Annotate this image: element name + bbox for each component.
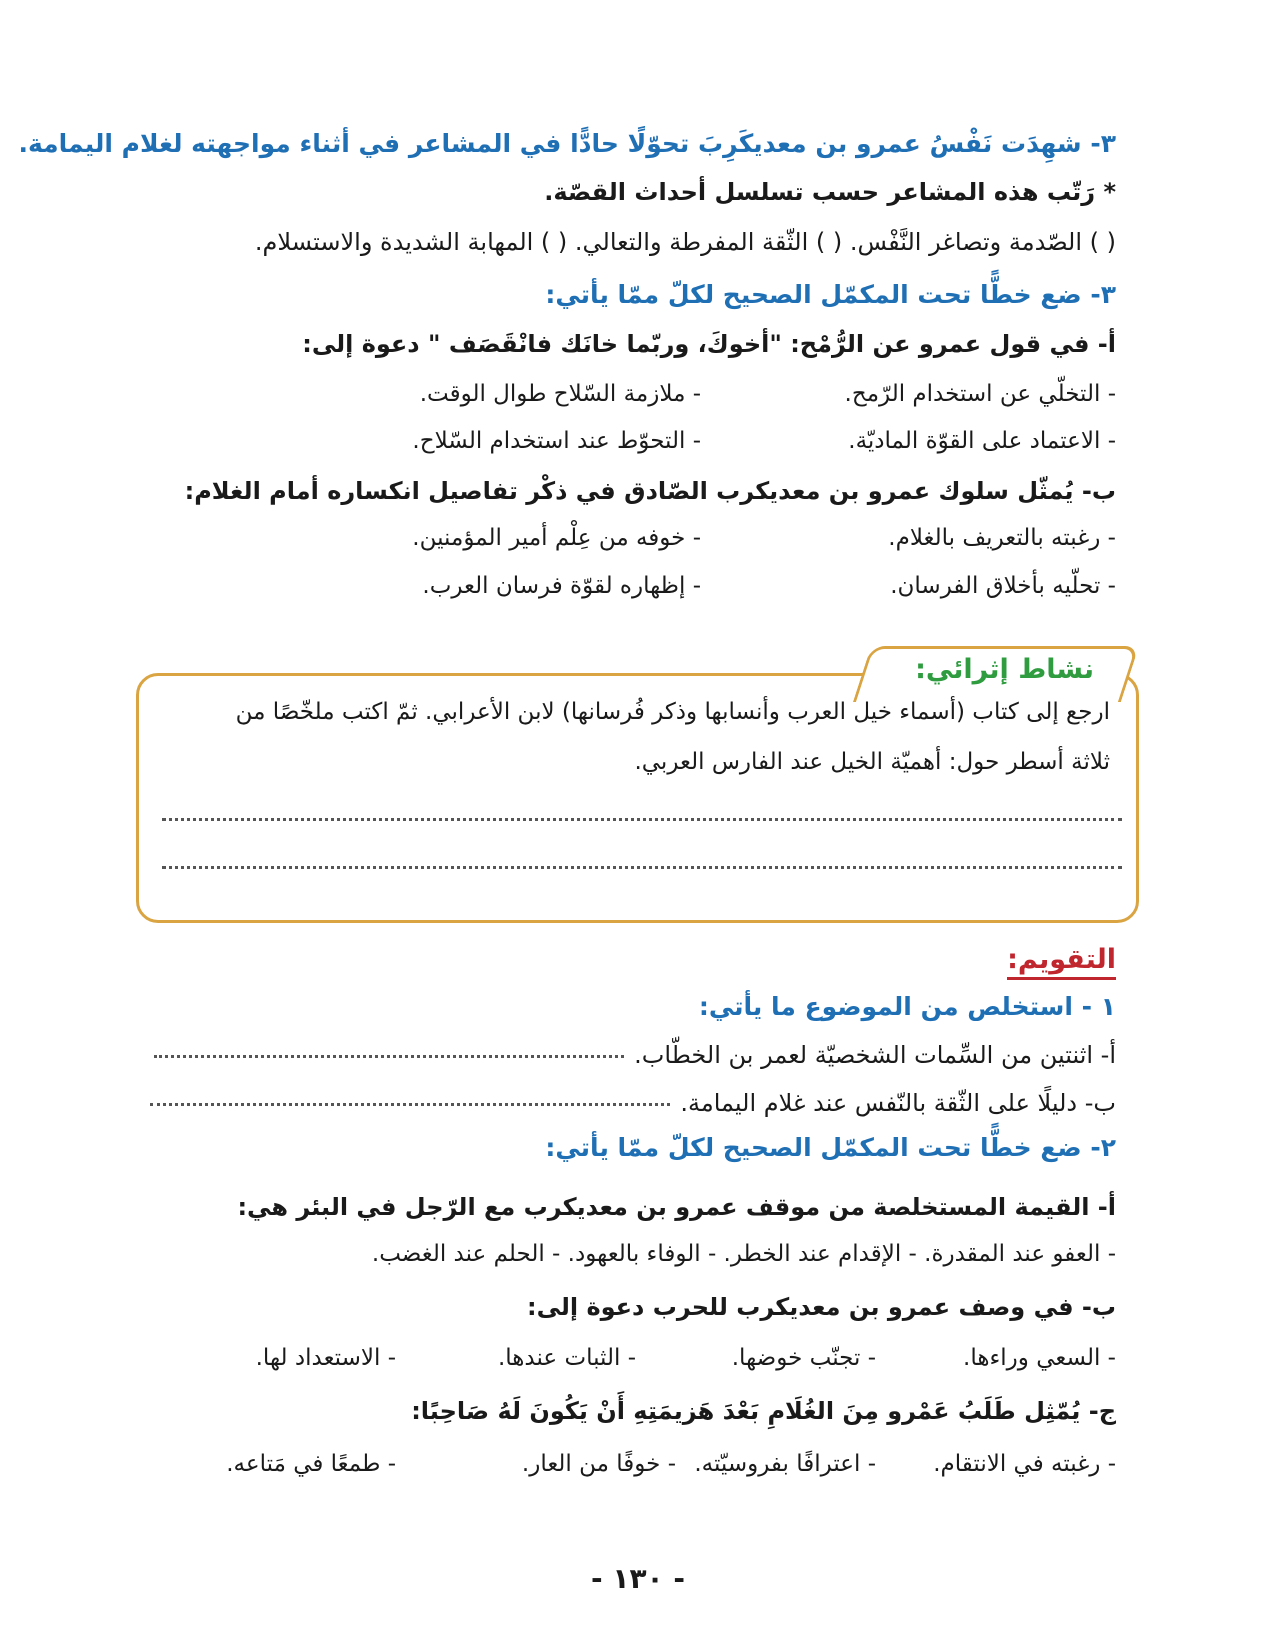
question-3b-title: ٣- ضع خطًّا تحت المكمّل الصحيح لكلّ ممّا يأتي: <box>545 280 1116 309</box>
option: - طمعًا في مَتاعه. <box>226 1451 396 1477</box>
option: - التخلّي عن استخدام الرّمح. <box>844 381 1116 407</box>
evaluation-2-b-stem: ب- في وصف عمرو بن معديكرب للحرب دعوة إلى: <box>526 1293 1116 1321</box>
option: - ملازمة السّلاح طوال الوقت. <box>419 381 701 407</box>
option: - الثبات عندها. <box>497 1345 636 1371</box>
answer-line[interactable] <box>150 1103 670 1106</box>
evaluation-title: التقويم: <box>1007 944 1116 980</box>
evaluation-question-2-title: ٢- ضع خطًّا تحت المكمّل الصحيح لكلّ ممّا يأتي: <box>545 1133 1116 1162</box>
option: - رغبته بالتعريف بالغلام. <box>888 525 1116 551</box>
question-3-instruction: * رَتّب هذه المشاعر حسب تسلسل أحداث القصّة. <box>544 178 1116 206</box>
answer-line[interactable] <box>154 1055 624 1058</box>
option: - السعي وراءها. <box>963 1345 1116 1371</box>
evaluation-question-1-title: ١ - استخلص من الموضوع ما يأتي: <box>698 992 1116 1021</box>
option: - الاعتماد على القوّة الماديّة. <box>848 428 1116 454</box>
activity-line-2: ثلاثة أسطر حول: أهميّة الخيل عند الفارس العربي. <box>634 749 1110 775</box>
evaluation-1-a <box>154 1038 1116 1072</box>
option: - تجنّب خوضها. <box>731 1345 876 1371</box>
option: - خوفه من عِلْم أمير المؤمنين. <box>412 525 701 551</box>
question-3b-b-stem: ب- يُمثّل سلوك عمرو بن معديكرب الصّادق في ذكْر تفاصيل انكساره أمام الغلام: <box>184 477 1116 505</box>
evaluation-2-c-stem: ج- يُمّثِل طَلَبُ عَمْرو مِنَ الغُلَامِ بَعْدَ هَزيمَتِهِ أَنْ يَكُونَ لَهُ صَاحِبًا: <box>411 1397 1116 1425</box>
question-3b-a-stem: أ- في قول عمرو عن الرُّمْح: "أخوكَ، وربّما خانَك فانْقَصَف " دعوة إلى: <box>302 330 1116 358</box>
option: - التحوّط عند استخدام السّلاح. <box>412 428 701 454</box>
option: - خوفًا من العار. <box>521 1451 676 1477</box>
answer-line[interactable] <box>162 866 1122 869</box>
question-3-options: ( ) الصّدمة وتصاغر النَّفْس. ( ) الثّقة المفرطة والتعالي. ( ) المهابة الشديدة والاستسلام. <box>254 228 1116 256</box>
option: - الاستعداد لها. <box>255 1345 396 1371</box>
evaluation-1-b <box>150 1086 1116 1120</box>
option: - إظهاره لقوّة فرسان العرب. <box>422 573 701 599</box>
evaluation-1-a-text: أ- اثنتين من السِّمات الشخصيّة لعمر بن الخطّاب. <box>634 1041 1116 1069</box>
evaluation-1-b-text: ب- دليلًا على الثّقة بالنّفس عند غلام اليمامة. <box>680 1089 1116 1117</box>
answer-line[interactable] <box>162 818 1122 821</box>
question-3-title: ٣- شهِدَت نَفْسُ عمرو بن معديكَرِبَ تحوّلًا حادًّا في المشاعر في أثناء مواجهته لغلام اليمامة. <box>18 129 1116 158</box>
evaluation-2-a-stem: أ- القيمة المستخلصة من موقف عمرو بن معديكرب مع الرّجل في البئر هي: <box>237 1193 1116 1221</box>
option: - اعترافًا بفروسيّته. <box>694 1451 876 1477</box>
activity-line-1: ارجع إلى كتاب (أسماء خيل العرب وأنسابها وذكر فُرسانها) لابن الأعرابي. ثمّ اكتب ملخّصًا من <box>235 699 1110 725</box>
activity-title: نشاط إثرائي: <box>915 654 1094 685</box>
option: - تحلّيه بأخلاق الفرسان. <box>890 573 1116 599</box>
evaluation-2-a-options: - العفو عند المقدرة. - الإقدام عند الخطر. - الوفاء بالعهود. - الحلم عند الغضب. <box>371 1241 1116 1267</box>
option: - رغبته في الانتقام. <box>933 1451 1116 1477</box>
page-number: - ١٣٠ - <box>590 1562 686 1595</box>
